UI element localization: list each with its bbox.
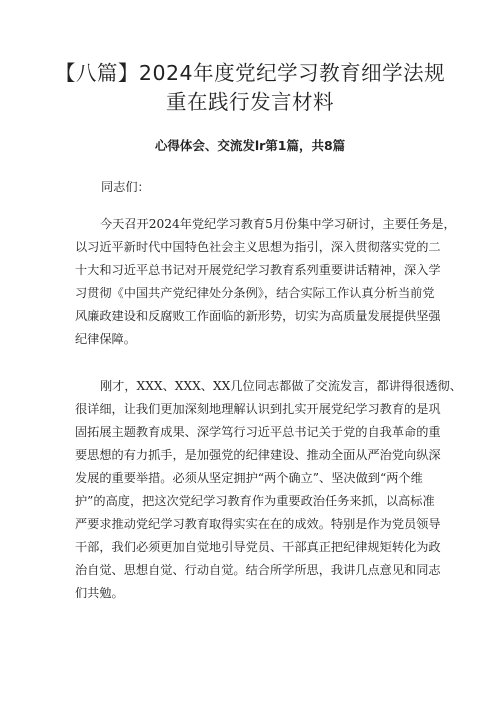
paragraph-line: 习贯彻《中国共产党纪律处分条例》，结合实际工作认真分析当前党: [75, 286, 435, 300]
document-subtitle: 心得体会、交流发lr第1篇，共8篇: [154, 138, 346, 153]
paragraph-line: 很详细，让我们更加深刻地理解认识到扎实开展党纪学习教育的是巩: [75, 402, 441, 416]
paragraph-line: 刚才，XXX、XXX、XX几位同志都做了交流发言，都讲得很透彻、: [100, 379, 462, 393]
paragraph-line: 们共勉。: [75, 586, 124, 600]
paragraph-line: 以习近平新时代中国特色社会主义思想为指引，深入贯彻落实党的二: [75, 240, 441, 254]
paragraph-line: 治自觉、思想自觉、行动自觉。结合所学所思，我讲几点意见和同志: [75, 563, 441, 577]
paragraph-line: 要思想的有力抓手，是加强党的纪律建设、推动全面从严治党向纵深: [75, 448, 441, 462]
paragraph-line: 风廉政建设和反腐败工作面临的新形势，切实为高质量发展提供坚强: [75, 309, 441, 323]
paragraph-line: 今天召开2024年党纪学习教育5月份集中学习研讨，主要任务是，: [100, 217, 456, 231]
paragraph-line: 严要求推动党纪学习教育取得实实在在的成效。特别是作为党员领导: [75, 517, 441, 531]
paragraph-line: 纪律保障。: [75, 332, 136, 346]
document-title-line-1: 【八篇】2024年度党纪学习教育细学法规: [54, 61, 446, 85]
paragraph-line: 干部，我们必须更加自觉地引导党员、干部真正把纪律规矩转化为政: [75, 540, 441, 554]
greeting: 同志们：: [101, 180, 150, 194]
paragraph-line: 十大和习近平总书记对开展党纪学习教育系列重要讲话精神，深入学: [75, 263, 441, 277]
paragraph-line: 固拓展主题教育成果、深学笃行习近平总书记关于党的自我革命的重: [75, 425, 441, 439]
paragraph-line: 发展的重要举措。必须从坚定拥护“两个确立”、坚决做到“两个维: [75, 471, 423, 485]
paragraph-line: 护”的高度，把这次党纪学习教育作为重要政治任务来抓，以高标准: [75, 494, 435, 508]
document-title-line-2: 重在践行发言材料: [166, 90, 334, 114]
